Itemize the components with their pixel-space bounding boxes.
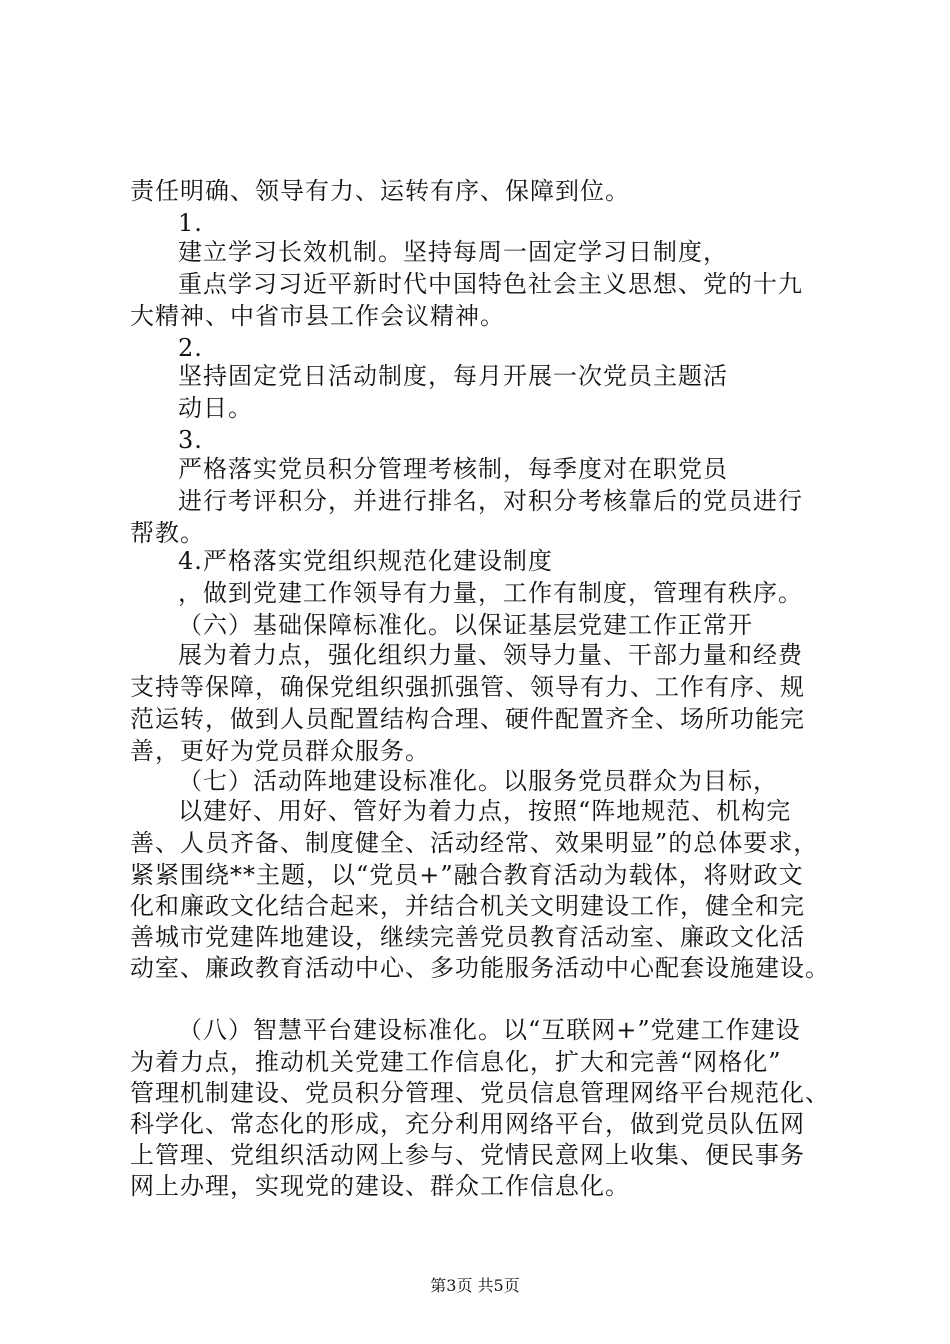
page-footer: 第3页 共5页 — [430, 1276, 520, 1295]
list-number: 1. — [178, 209, 203, 237]
text-line: 进行考评积分，并进行排名，对积分考核靠后的党员进行 — [178, 487, 803, 515]
text-line: 管理机制建设、党员积分管理、党员信息管理网络平台规范化、 — [130, 1079, 830, 1107]
text-line: 建立学习长效机制。坚持每周一固定学习日制度， — [178, 238, 728, 266]
section-heading-8: （八）智慧平台建设标准化。以“互联网+”党建工作建设 — [178, 1016, 801, 1044]
text-line: 范运转，做到人员配置结构合理、硬件配置齐全、场所功能完 — [130, 705, 805, 733]
text-line: 紧紧围绕**主题，以“党员+”融合教育活动为载体，将财政文 — [130, 861, 804, 889]
text-line: 上管理、党组织活动网上参与、党情民意网上收集、便民事务 — [130, 1141, 805, 1169]
section-heading-7: （七）活动阵地建设标准化。以服务党员群众为目标， — [178, 767, 778, 795]
section-heading-6: （六）基础保障标准化。以保证基层党建工作正常开 — [178, 611, 753, 639]
text-line: 重点学习习近平新时代中国特色社会主义思想、党的十九 — [178, 270, 803, 298]
text-line: 以建好、用好、管好为着力点，按照“阵地规范、机构完 — [178, 797, 792, 825]
text-line: 化和廉政文化结合起来，并结合机关文明建设工作，健全和完 — [130, 892, 805, 920]
text-line: 帮教。 — [130, 519, 205, 547]
text-line: 科学化、常态化的形成，充分利用网络平台，做到党员队伍网 — [130, 1110, 805, 1138]
list-number: 3. — [178, 426, 203, 454]
text-line: 为着力点，推动机关党建工作信息化，扩大和完善“网格化” — [130, 1048, 782, 1076]
text-line: 支持等保障，确保党组织强抓强管、领导有力、工作有序、规 — [130, 673, 805, 701]
text-line: 动日。 — [178, 394, 253, 422]
text-line: 善城市党建阵地建设，继续完善党员教育活动室、廉政文化活 — [130, 923, 805, 951]
text-line: 严格落实党员积分管理考核制，每季度对在职党员 — [178, 455, 728, 483]
text-line: 展为着力点，强化组织力量、领导力量、干部力量和经费 — [178, 641, 803, 669]
text-line: 责任明确、领导有力、运转有序、保障到位。 — [130, 177, 630, 205]
text-line: 善，更好为党员群众服务。 — [130, 737, 430, 765]
text-line: 坚持固定党日活动制度，每月开展一次党员主题活 — [178, 362, 728, 390]
text-line: 大精神、中省市县工作会议精神。 — [130, 302, 505, 330]
list-number: 2. — [178, 334, 203, 362]
text-line: 动室、廉政教育活动中心、多功能服务活动中心配套设施建设。 — [130, 954, 830, 982]
text-line: 网上办理，实现党的建设、群众工作信息化。 — [130, 1172, 630, 1200]
text-line: 4.严格落实党组织规范化建设制度 — [178, 547, 553, 575]
text-line: 善、人员齐备、制度健全、活动经常、效果明显”的总体要求， — [130, 829, 819, 857]
text-line: ，做到党建工作领导有力量，工作有制度，管理有秩序。 — [178, 579, 803, 607]
